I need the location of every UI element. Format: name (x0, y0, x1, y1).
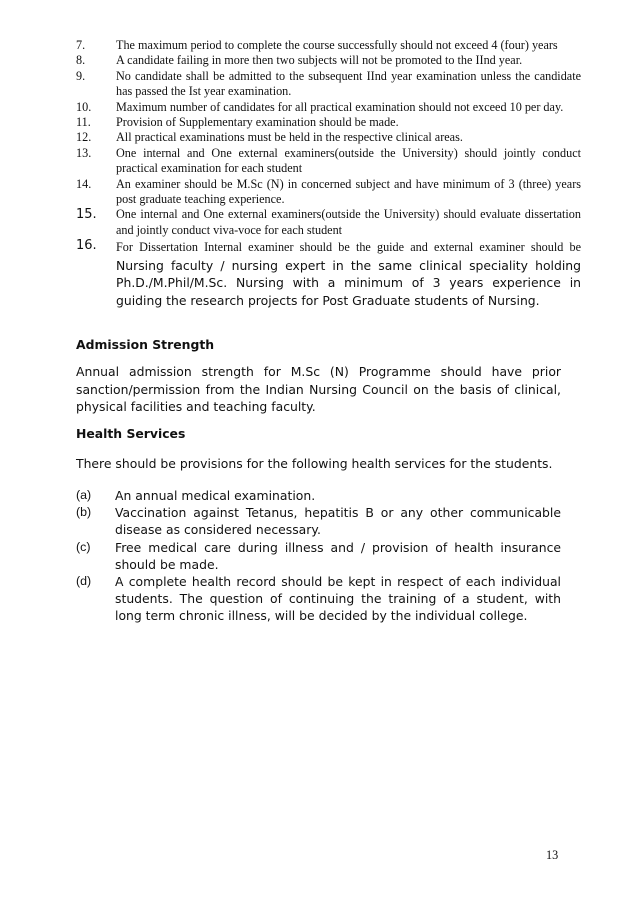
rule-text (116, 238, 581, 309)
admission-strength-text: Annual admission strength for M.Sc (N) Programme should have prior sanction/permission from the Indian Nursing Council on the basis of clinical, physical facilities and teaching faculty. (76, 364, 561, 415)
rule-item (76, 238, 581, 309)
page-number: 13 (546, 848, 559, 862)
rule-text: Provision of Supplementary examination should be made. (116, 115, 399, 130)
rule-text: All practical examinations must be held in the respective clinical areas. (116, 130, 463, 145)
health-service-label: (d) (76, 574, 92, 589)
rule-number: 10. (76, 99, 92, 114)
rule-number: 14. (76, 176, 92, 191)
health-service-item (76, 539, 561, 573)
admission-strength-heading: Admission Strength (76, 337, 215, 352)
rule-text-continuation: Nursing faculty / nursing expert in the same clinical speciality holding Ph.D./M.Phil/M.Sc. Nursing with a minimum of 3 years experience in guiding the research projects for Post Graduate students of Nursing. (116, 257, 581, 309)
rule-item (76, 53, 581, 68)
rule-number: 7. (76, 38, 86, 52)
rule-text: One internal and One external examiners(outside the University) should evaluate dissertation and jointly conduct viva-voce for each student (116, 207, 581, 237)
rule-text-lead: For Dissertation Internal examiner should be the guide and external examiner should be (116, 240, 581, 255)
rule-number: 13. (76, 145, 92, 160)
rule-item (76, 130, 581, 145)
rule-item (76, 38, 581, 53)
rule-item (76, 177, 581, 208)
health-service-item (76, 504, 561, 538)
health-service-text: A complete health record should be kept in respect of each individual students. The question of continuing the training of a student, with long term chronic illness, will be decided by the individual college. (115, 574, 561, 624)
rule-item (76, 69, 581, 100)
rule-number: 16. (76, 238, 97, 254)
rule-number: 8. (76, 53, 86, 68)
rule-item (76, 146, 581, 177)
examination-rules-list (76, 38, 581, 310)
rule-item (76, 207, 581, 238)
rule-item (76, 100, 581, 115)
health-services-heading: Health Services (76, 426, 186, 441)
health-service-item (76, 573, 561, 625)
rule-number: 11. (76, 115, 91, 130)
health-services-intro: There should be provisions for the following health services for the students. (76, 456, 553, 471)
health-service-item (76, 487, 561, 504)
rule-text: The maximum period to complete the course successfully should not exceed 4 (four) years (116, 38, 558, 52)
rule-text: Maximum number of candidates for all practical examination should not exceed 10 per day. (116, 99, 564, 114)
health-service-label: (c) (76, 539, 91, 554)
rule-number: 9. (76, 68, 86, 83)
health-service-text: Vaccination against Tetanus, hepatitis B or any other communicable disease as considered necessary. (115, 505, 561, 538)
health-services-list (76, 487, 561, 625)
rule-text: An examiner should be M.Sc (N) in concerned subject and have minimum of 3 (three) years post graduate teaching experience. (116, 176, 581, 207)
rule-text: A candidate failing in more then two subjects will not be promoted to the IInd year. (116, 53, 523, 68)
health-service-label: (b) (76, 505, 92, 520)
rule-number: 15. (76, 207, 97, 223)
rule-item (76, 115, 581, 130)
rule-text: No candidate shall be admitted to the subsequent IInd year examination unless the candidate has passed the Ist year examination. (116, 68, 581, 99)
health-service-label: (a) (76, 488, 92, 502)
rule-text: One internal and One external examiners(outside the University) should jointly conduct practical examination for each student (116, 145, 581, 176)
health-service-text: An annual medical examination. (115, 488, 316, 503)
health-service-text: Free medical care during illness and / provision of health insurance should be made. (115, 539, 561, 572)
rule-number: 12. (76, 130, 92, 145)
